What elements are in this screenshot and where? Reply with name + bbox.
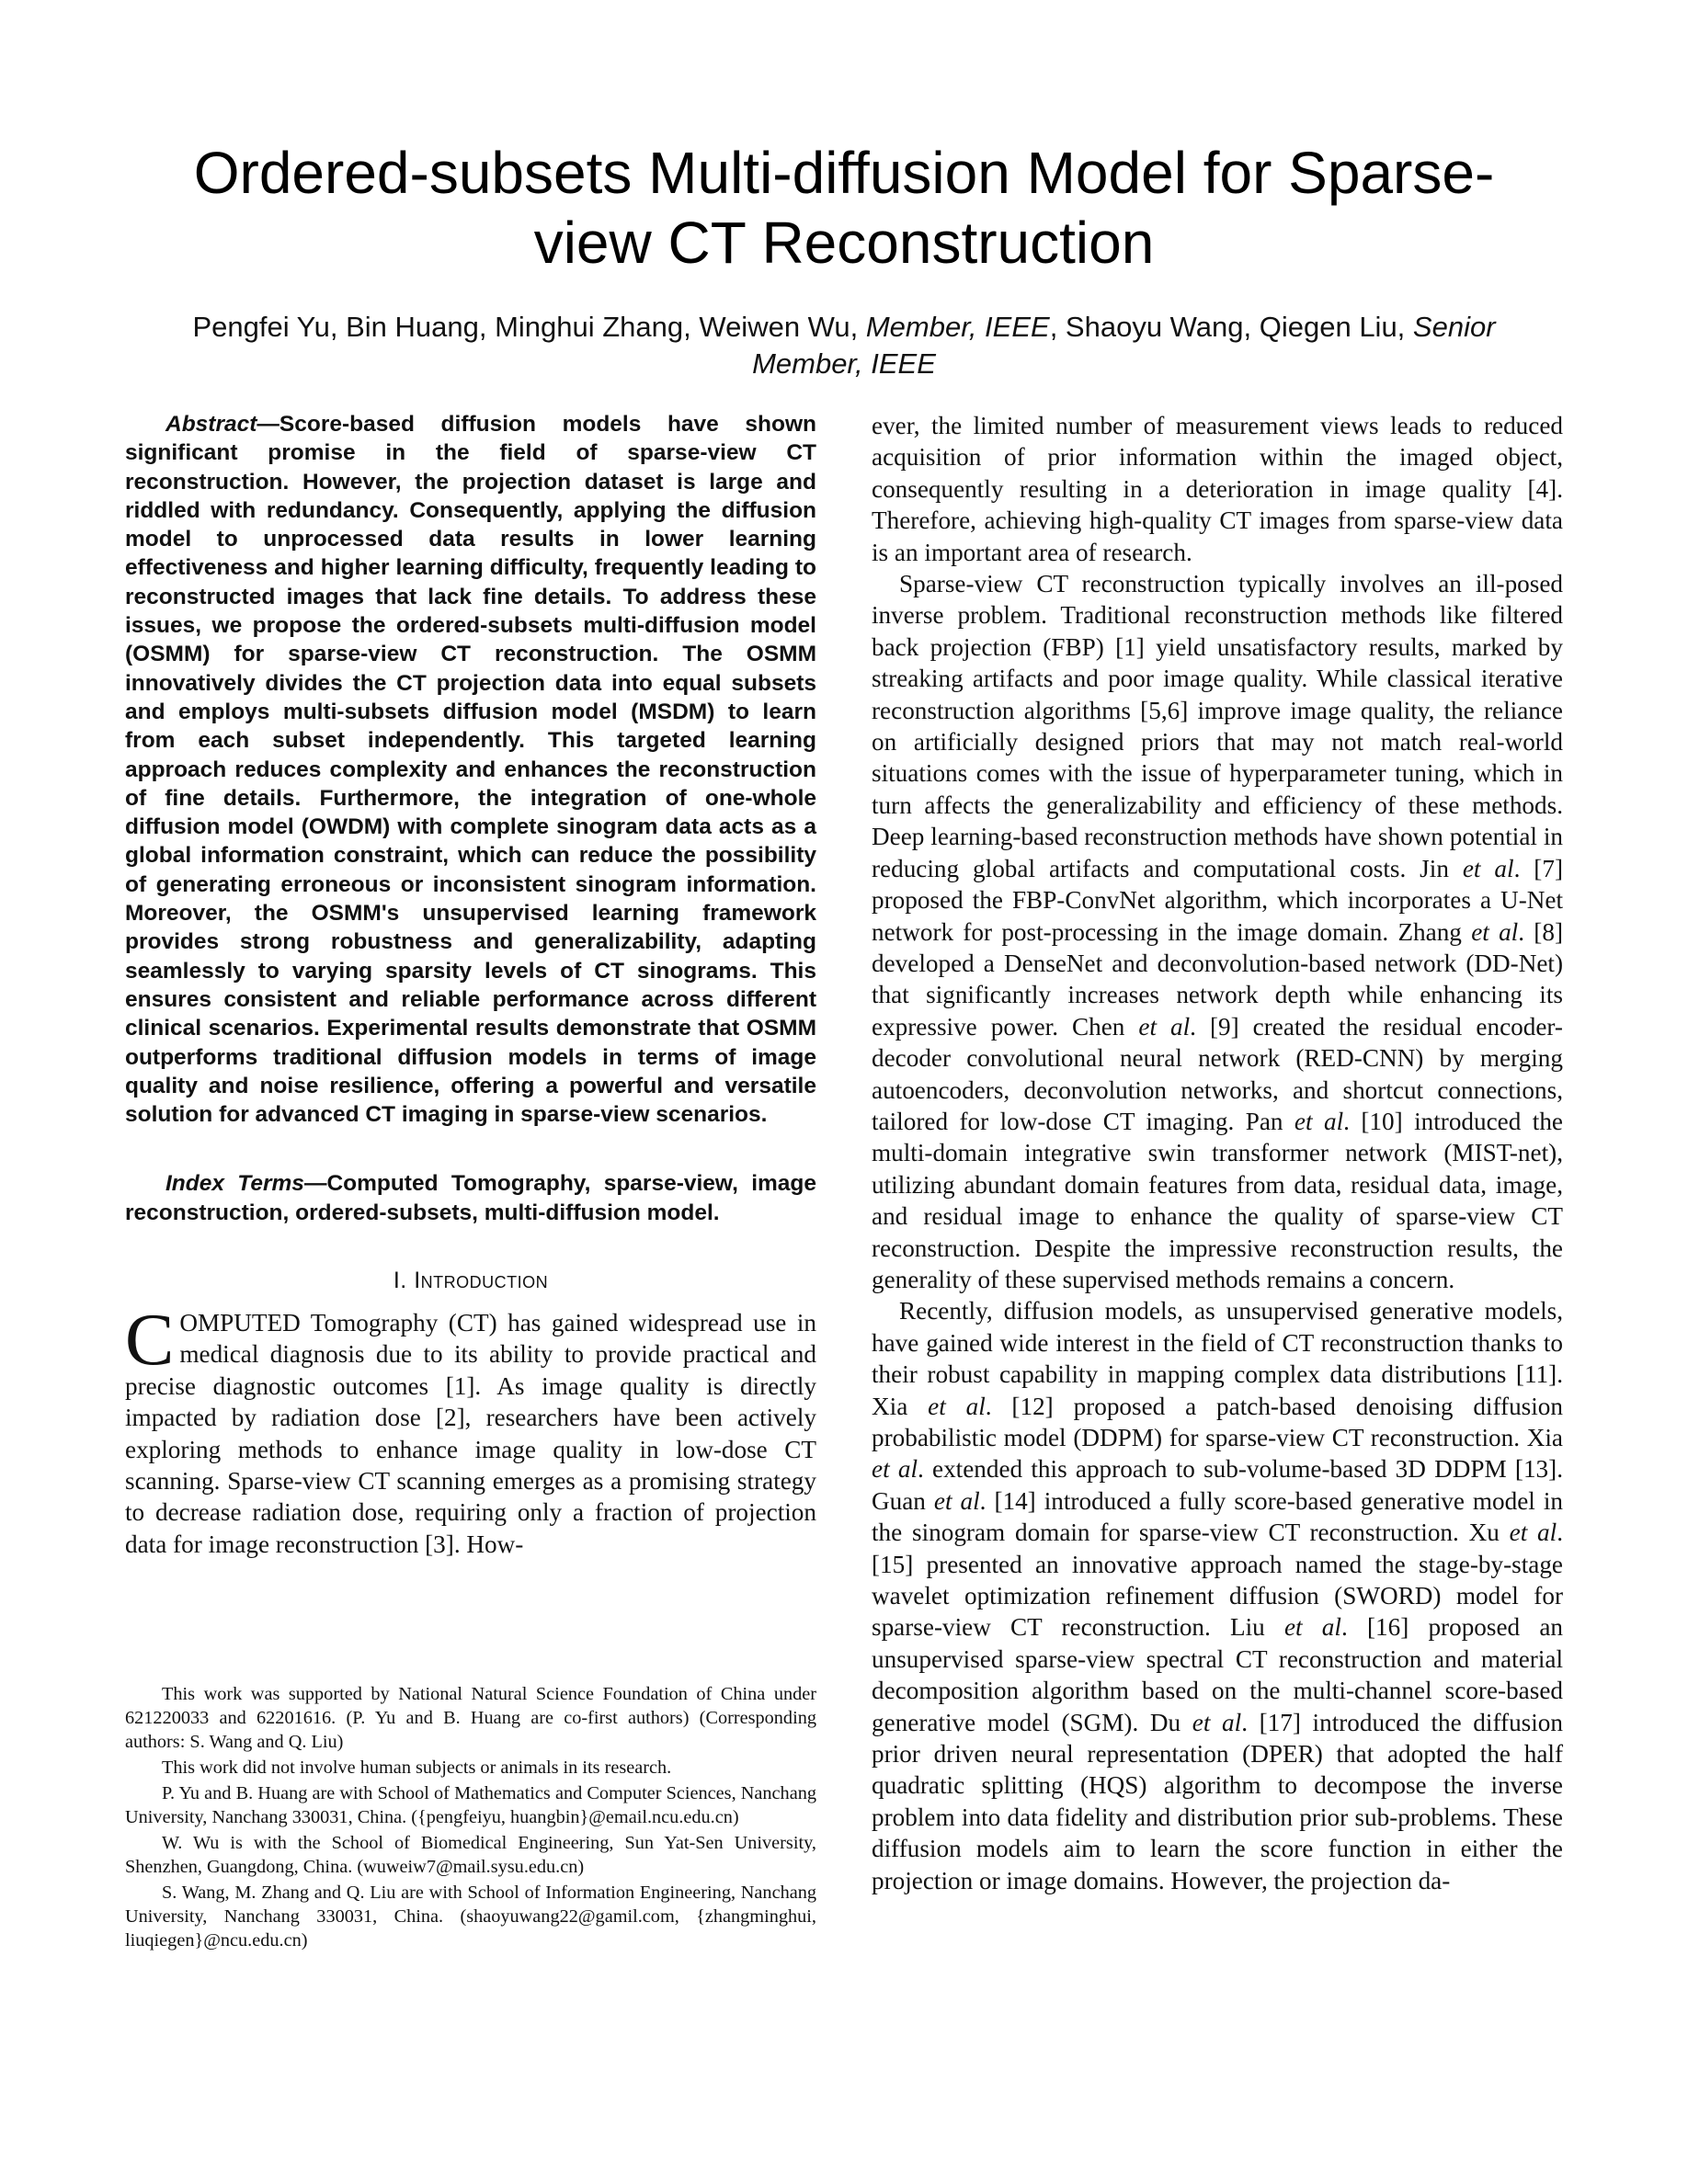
p3-text-b: . [12] proposed a patch-based denoising diffusion probabilistic model (DDPM) for sparse-view CT reconstruction. Xia	[872, 1392, 1563, 1451]
section-heading-introduction: I. Introduction	[393, 1268, 549, 1294]
p3-text-g: . [17] introduced the diffusion prior driven neural representation (DPER) that adopted the half quadratic splitting (HQS) algorithm to decompose the inverse problem into data fidelity and distribution prior sub-problems. These diffusion models aim to learn the score function in either the projection or image domains. However, the projection da-	[872, 1708, 1563, 1894]
abstract-label: Abstract	[165, 412, 257, 437]
p3-etal-1: et al	[928, 1392, 986, 1420]
footnote-affiliation-wu: W. Wu is with the School of Biomedical Engineering, Sun Yat-Sen University, Shenzhen, Guangdong, China. (wuweiw7@mail.sysu.edu.cn)	[125, 1833, 816, 1877]
right-paragraph-2	[872, 568, 1563, 1295]
index-terms-label: Index Terms	[165, 1171, 304, 1197]
p2-text-e: . [10] introduced the multi-domain integrative swin transformer network (MIST-net), utilizing abundant domain features from data, residual data, image, and residual image to enhance the quality of sparse-view CT reconstruction. Despite the impressive reconstruction results, the generality of these supervised methods remains a concern.	[872, 1107, 1563, 1293]
left-column	[125, 410, 816, 1560]
footnote-funding: This work was supported by National Natural Science Foundation of China under 621220033 and 62201616. (P. Yu and B. Huang are co-first authors) (Corresponding authors: S. Wang and Q. Liu)	[125, 1684, 816, 1752]
p2-text-d: . [9] created the residual encoder-decoder convolutional neural network (RED-CNN) by merging autoencoders, deconvolution networks, and shortcut connections, tailored for low-dose CT imaging. Pan	[872, 1012, 1563, 1135]
p3-text-f: . [16] proposed an unsupervised sparse-view spectral CT reconstruction and material decomposition algorithm based on the multi-channel score-based generative model (SGM). Du	[872, 1613, 1563, 1736]
p3-etal-6: et al	[1192, 1708, 1242, 1736]
right-column	[872, 410, 1563, 1896]
footnotes	[125, 1682, 816, 1952]
paper-title: Ordered-subsets Multi-diffusion Model for Sparse-view CT Reconstruction	[193, 140, 1495, 276]
p2-etal-2: et al	[1471, 917, 1519, 946]
p2-text-c: . [8] developed a DenseNet and deconvolution-based network (DD-Net) that significantly increases network depth while enhancing its expressive power. Chen	[872, 917, 1563, 1041]
p3-text-a: Recently, diffusion models, as unsupervised generative models, have gained wide interest in the field of CT reconstruction thanks to their robust capability in mapping complex data distributions [11]. Xia	[872, 1297, 1563, 1420]
footnote-ethics: This work did not involve human subjects or animals in its research.	[162, 1757, 672, 1778]
author-affiliation-1: Member, IEEE	[865, 311, 1050, 343]
author-affiliation-2: Senior Member, IEEE	[752, 311, 1496, 380]
p3-text-d: . [14] introduced a fully score-based generative model in the sinogram domain for sparse-view CT reconstruction. Xu	[872, 1486, 1563, 1547]
index-terms	[125, 1169, 816, 1227]
p2-etal-4: et al	[1294, 1107, 1344, 1135]
intro-first-word: OMPUTED	[179, 1309, 301, 1337]
p3-text-e: . [15] presented an innovative approach named the stage-by-stage wavelet optimization refinement diffusion (SWORD) model for sparse-view CT reconstruction. Liu	[872, 1519, 1563, 1642]
right-paragraph-1: ever, the limited number of measurement views leads to reduced acquisition of prior information within the imaged object, consequently resulting in a deterioration in image quality [4]. Therefore, achieving high-quality CT images from sparse-view data is an important area of research.	[872, 412, 1563, 566]
author-names-1: Pengfei Yu, Bin Huang, Minghui Zhang, Weiwen Wu,	[192, 311, 866, 343]
p3-etal-3: et al	[933, 1486, 980, 1515]
intro-paragraph	[125, 1300, 816, 1560]
abstract-text: —Score-based diffusion models have shown significant promise in the field of sparse-view CT reconstruction. However, the projection dataset is large and riddled with redundancy. Consequently, applying the diffusion model to unprocessed data results in lower learning effectiveness and higher learning difficulty, frequently leading to reconstructed images that lack fine details. To address these issues, we propose the ordered-subsets multi-diffusion model (OSMM) for sparse-view CT reconstruction. The OSMM innovatively divides the CT projection data into equal subsets and employs multi-subsets diffusion model (MSDM) to learn from each subset independently. This targeted learning approach reduces complexity and enhances the reconstruction of fine details. Furthermore, the integration of one-whole diffusion model (OWDM) with complete sinogram data acts as a global information constraint, which can reduce the possibility of generating erroneous or inconsistent sinogram information. Moreover, the OSMM's unsupervised learning framework provides strong robustness and generalizability, adapting seamlessly to varying sparsity levels of CT sinograms. This ensures consistent and reliable performance across different clinical scenarios. Experimental results demonstrate that OSMM outperforms traditional diffusion models in terms of image quality and noise resilience, offering a powerful and versatile solution for advanced CT imaging in sparse-view scenarios.	[125, 412, 816, 1128]
right-paragraph-3	[872, 1295, 1563, 1896]
p2-text-b: . [7] proposed the FBP-ConvNet algorithm, which incorporates a U-Net network for post-processing in the image domain. Zhang	[872, 854, 1563, 946]
p3-etal-5: et al	[1283, 1613, 1341, 1642]
p2-etal-3: et al	[1138, 1012, 1191, 1041]
p3-text-c: . extended this approach to sub-volume-based 3D DDPM [13]. Guan	[872, 1455, 1563, 1515]
author-names-2: , Shaoyu Wang, Qiegen Liu,	[1049, 311, 1413, 343]
intro-text: Tomography (CT) has gained widespread use in medical diagnosis due to its ability to provide practical and precise diagnostic outcomes [1]. As image quality is directly impacted by radiation dose [2], researchers have been actively exploring methods to enhance image quality in low-dose CT scanning. Sparse-view CT scanning emerges as a promising strategy to decrease radiation dose, requiring only a fraction of projection data for image reconstruction [3]. How-	[125, 1309, 816, 1558]
index-terms-text: —Computed Tomography, sparse-view, image reconstruction, ordered-subsets, multi-diffusion model.	[125, 1171, 816, 1225]
abstract	[125, 410, 816, 1129]
p3-etal-4: et al	[1509, 1519, 1557, 1547]
p3-etal-2: et al	[872, 1455, 918, 1484]
drop-cap: C	[125, 1300, 175, 1382]
author-list	[138, 309, 1550, 382]
footnote-affiliation-wang-zhang-liu: S. Wang, M. Zhang and Q. Liu are with School of Information Engineering, Nanchang University, Nanchang 330031, China. (shaoyuwang22@gamil.com, {zhangminghui, liuqiegen}@ncu.edu.cn)	[125, 1883, 816, 1951]
p2-etal-1: et al	[1462, 854, 1514, 882]
p2-text-a: Sparse-view CT reconstruction typically involves an ill-posed inverse problem. Traditional reconstruction methods like filtered back projection (FBP) [1] yield unsatisfactory results, marked by streaking artifacts and poor image quality. While classical iterative reconstruction algorithms [5,6] improve image quality, the reliance on artificially designed priors that may not match real-world situations comes with the issue of hyperparameter tuning, which in turn affects the generalizability and efficiency of these methods. Deep learning-based reconstruction methods have shown potential in reducing global artifacts and computational costs. Jin	[872, 570, 1563, 882]
footnote-affiliation-yu-huang: P. Yu and B. Huang are with School of Mathematics and Computer Sciences, Nanchang University, Nanchang 330031, China. ({pengfeiyu, huangbin}@email.ncu.edu.cn)	[125, 1783, 816, 1827]
